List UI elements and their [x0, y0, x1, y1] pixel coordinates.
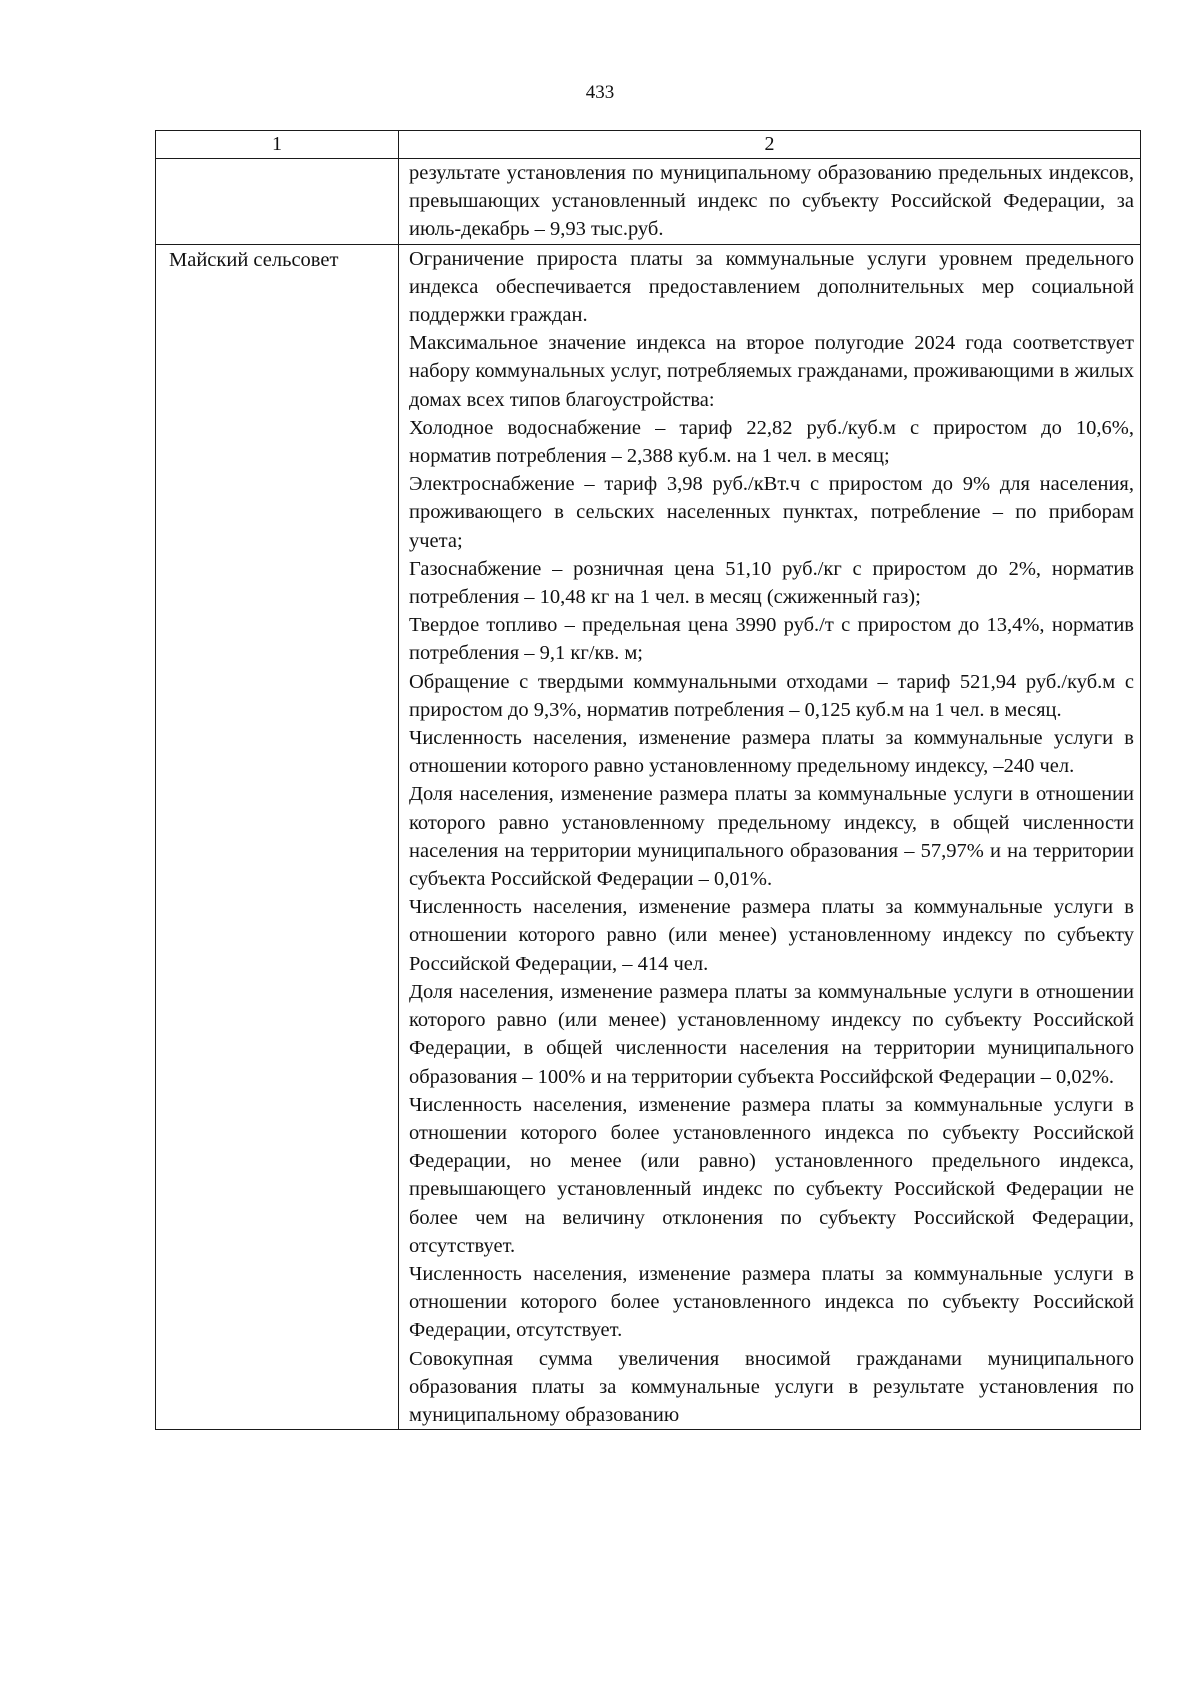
- paragraph-population-more: Численность населения, изменение размера платы за коммунальные услуги в отношении которого более установленного индекса по субъекту Российской Федерации, отсутствует.: [409, 1262, 1134, 1342]
- column-header-2: 2: [399, 131, 1141, 159]
- description-cell: [399, 244, 1141, 1430]
- paragraph-population-between: Численность населения, изменение размера платы за коммунальные услуги в отношении которого более установленного индекса по субъекту Российской Федерации, но менее (или равно) установленного предельного индекса, превышающего установленный индекс по субъекту Российской Федерации не более чем на величину отклонения по субъекту Российской Федерации, отсутствует.: [409, 1093, 1134, 1257]
- paragraph-max-index: Максимальное значение индекса на второе полугодие 2024 года соответствует набору коммунальных услуг, потребляемых гражданами, проживающими в жилых домах всех типов благоустройства:: [409, 332, 1134, 411]
- table-row-continuation: [156, 159, 1141, 245]
- municipality-name-cell: [156, 159, 399, 245]
- paragraph-cold-water: Холодное водоснабжение – тариф 22,82 руб./куб.м с приростом до 10,6%, норматив потребления – 2,388 куб.м. на 1 чел. в месяц;: [409, 416, 1134, 468]
- paragraph-population-less: Численность населения, изменение размера платы за коммунальные услуги в отношении которого равно (или менее) установленному индексу по субъекту Российской Федерации, – 414 чел.: [409, 896, 1134, 975]
- paragraph-share-equal: Доля населения, изменение размера платы за коммунальные услуги в отношении которого равно установленному предельному индексу, в общей численности населения на территории муниципального образования – 57,97% и на территории субъекта Российской Федерации – 0,01%.: [409, 783, 1134, 891]
- paragraph-population-equal: Численность населения, изменение размера платы за коммунальные услуги в отношении которого равно установленному предельному индексу, –240 чел.: [409, 727, 1134, 778]
- municipality-name-cell: Майский сельсовет: [156, 244, 399, 1430]
- column-header-1: 1: [156, 131, 399, 159]
- page-number: 433: [585, 82, 615, 103]
- table-header-row: [156, 131, 1141, 159]
- paragraph-share-less: Доля населения, изменение размера платы за коммунальные услуги в отношении которого равно (или менее) установленному индексу по субъекту Российской Федерации, в общей численности населения на территории муниципального образования – 100% и на территории субъекта Российфской Федерации – 0,02%.: [409, 980, 1134, 1088]
- paragraph-waste: Обращение с твердыми коммунальными отходами – тариф 521,94 руб./куб.м с приростом до 9,3%, норматив потребления – 0,125 куб.м на 1 чел. в месяц.: [409, 670, 1134, 721]
- paragraph-electricity: Электроснабжение – тариф 3,98 руб./кВт.ч с приростом до 9% для населения, проживающего в сельских населенных пунктах, потребление – по приборам учета;: [409, 473, 1134, 552]
- document-table: [155, 130, 1141, 1430]
- paragraph-solid-fuel: Твердое топливо – предельная цена 3990 руб./т с приростом до 13,4%, норматив потребления – 9,1 кг/кв. м;: [409, 614, 1134, 665]
- paragraph: результате установления по муниципальному образованию предельных индексов, превышающих установленный индекс по субъекту Российской Федерации, за июль-декабрь – 9,93 тыс.руб.: [409, 162, 1134, 241]
- table-row-maisky: [156, 244, 1141, 1430]
- paragraph-limit-growth: Ограничение прироста платы за коммунальные услуги уровнем предельного индекса обеспечивается предоставлением дополнительных мер социальной поддержки граждан.: [409, 247, 1134, 327]
- paragraph-gas: Газоснабжение – розничная цена 51,10 руб./кг с приростом до 2%, норматив потребления – 10,48 кг на 1 чел. в месяц (сжиженный газ);: [409, 557, 1134, 609]
- paragraph-total-sum: Совокупная сумма увеличения вносимой гражданами муниципального образования платы за коммунальные услуги в результате установления по муниципальному образованию: [409, 1347, 1134, 1426]
- description-cell: [399, 159, 1141, 245]
